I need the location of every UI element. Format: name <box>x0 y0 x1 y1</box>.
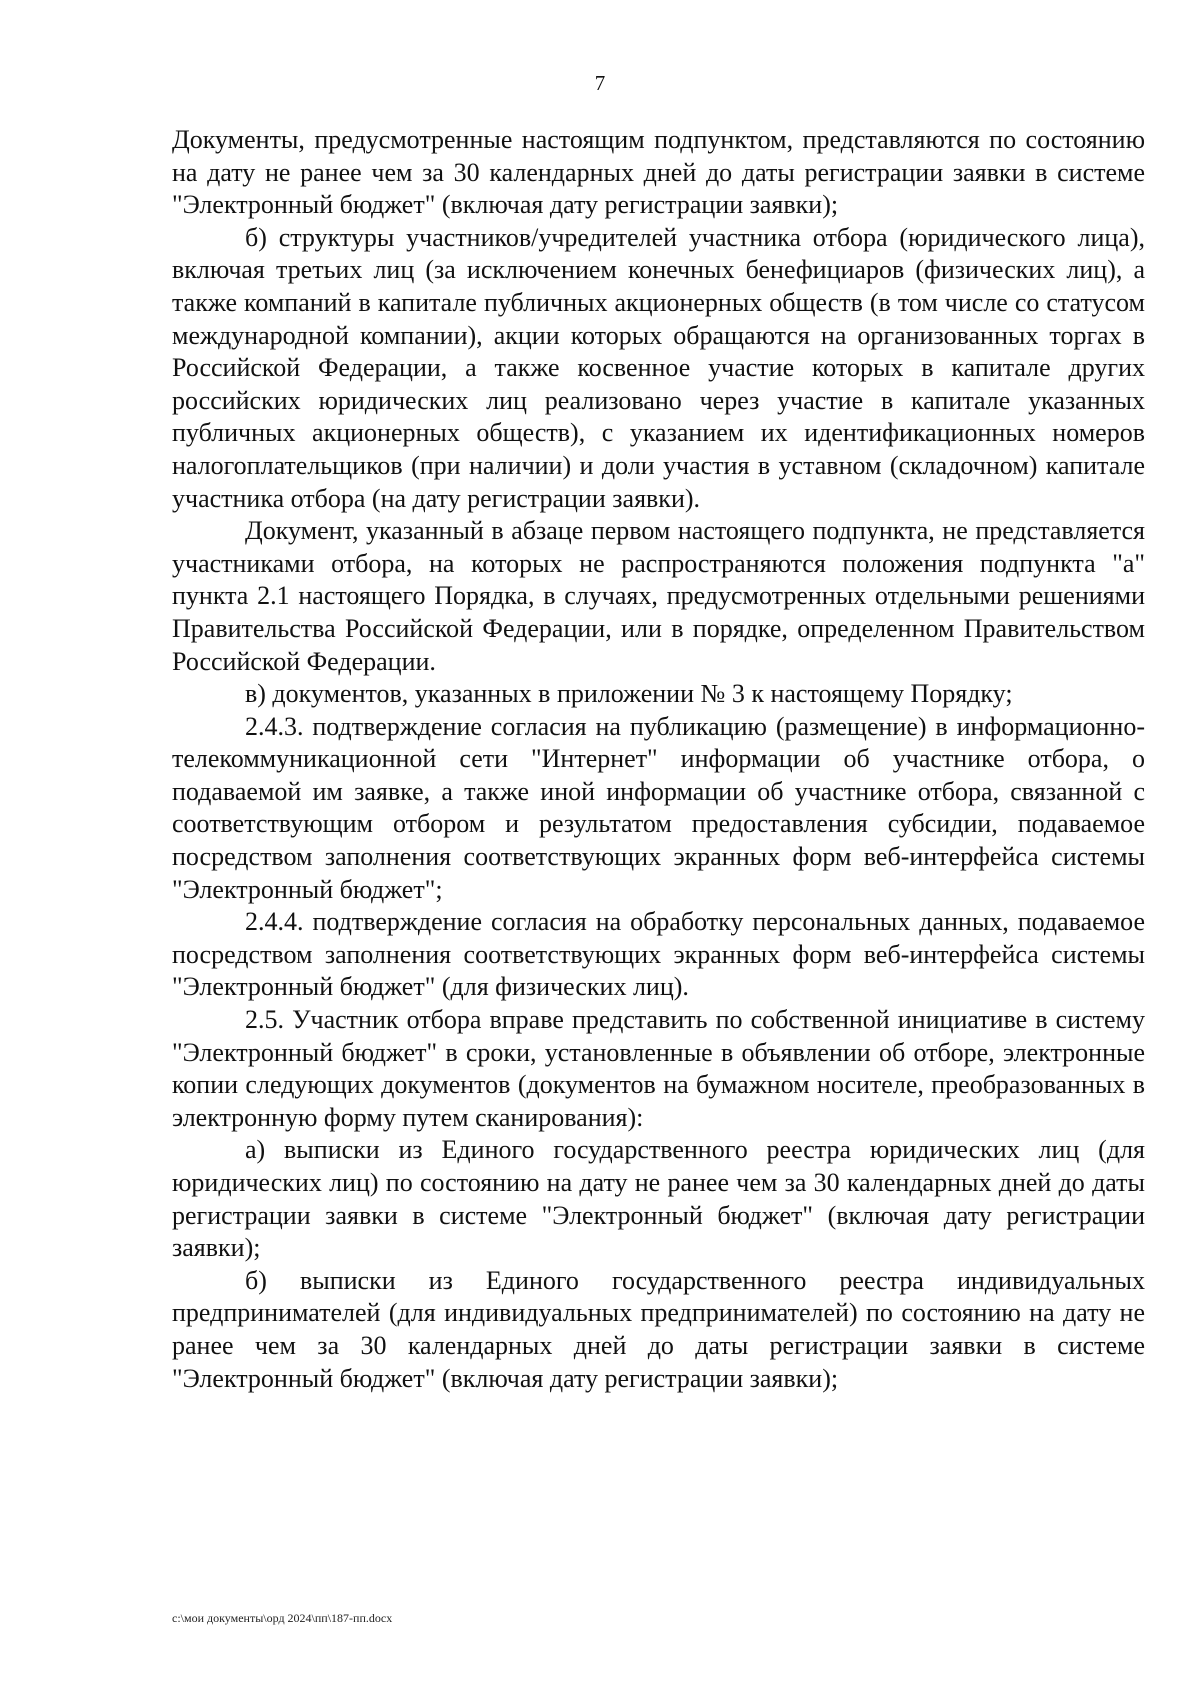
page-number: 7 <box>594 71 606 95</box>
paragraph: 2.4.3. подтверждение согласия на публикацию (размещение) в информационно-телекоммуникационной сети "Интернет" информации об участнике отбора, о подаваемой им заявке, а также иной информации об участнике отбора, связанной с соответствующим отбором и результатом предоставления субсидии, подаваемое посредством заполнения соответствующих экранных форм веб-интерфейса системы "Электронный бюджет"; <box>172 711 1145 904</box>
footer-file-path: c:\мои документы\орд 2024\пп\187-пп.docx <box>172 1611 393 1625</box>
paragraph: б) структуры участников/учредителей участника отбора (юридического лица), включая третьих лиц (за исключением конечных бенефициаров (физических лиц), а также компаний в капитале публичных акционерных обществ (в том числе со статусом международной компании), акции которых обращаются на организованных торгах в Российской Федерации, а также косвенное участие которых в капитале других российских юридических лиц реализовано через участие в капитале указанных публичных акционерных обществ), с указанием их идентификационных номеров налогоплательщиков (при наличии) и доли участия в уставном (складочном) капитале участника отбора (на дату регистрации заявки). <box>172 222 1145 513</box>
paragraph: 2.4.4. подтверждение согласия на обработку персональных данных, подаваемое посредством заполнения соответствующих экранных форм веб-интерфейса системы "Электронный бюджет" (для физических лиц). <box>172 907 1145 1002</box>
paragraph: Документы, предусмотренные настоящим подпунктом, представляются по состоянию на дату не ранее чем за 30 календарных дней до даты регистрации заявки в системе "Электронный бюджет" (включая дату регистрации заявки); <box>172 125 1145 220</box>
paragraph: Документ, указанный в абзаце первом настоящего подпункта, не представляется участниками отбора, на которых не распространяются положения подпункта "а" пункта 2.1 настоящего Порядка, в случаях, предусмотренных отдельными решениями Правительства Российской Федерации, или в порядке, определенном Правительством Российской Федерации. <box>172 516 1145 676</box>
paragraph: б) выписки из Единого государственного реестра индивидуальных предпринимателей (для индивидуальных предпринимателей) по состоянию на дату не ранее чем за 30 календарных дней до даты регистрации заявки в системе "Электронный бюджет" (включая дату регистрации заявки); <box>172 1265 1145 1393</box>
paragraph: 2.5. Участник отбора вправе представить по собственной инициативе в систему "Электронный бюджет" в сроки, установленные в объявлении об отборе, электронные копии следующих документов (документов на бумажном носителе, преобразованных в электронную форму путем сканирования): <box>172 1005 1145 1132</box>
paragraph: в) документов, указанных в приложении № 3 к настоящему Порядку; <box>245 679 1013 709</box>
document-body <box>172 124 1145 1395</box>
paragraph: а) выписки из Единого государственного реестра юридических лиц (для юридических лиц) по состоянию на дату не ранее чем за 30 календарных дней до даты регистрации заявки в системе "Электронный бюджет" (включая дату регистрации заявки); <box>172 1135 1145 1263</box>
